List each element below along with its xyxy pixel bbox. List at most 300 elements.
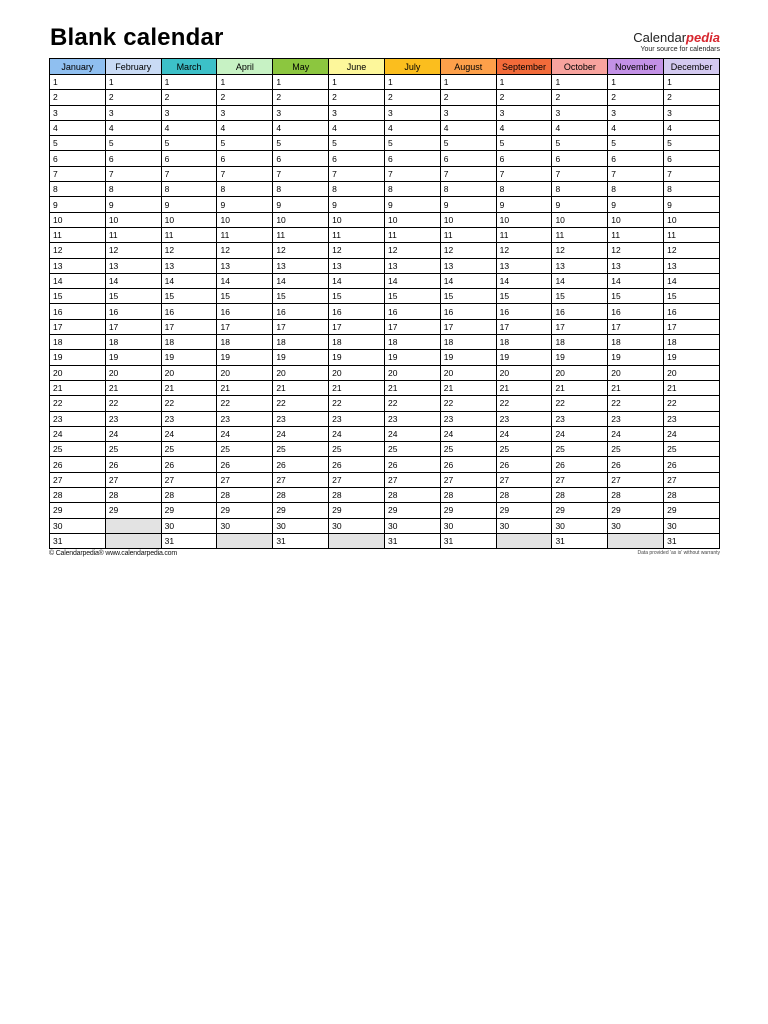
calendar-body bbox=[50, 75, 720, 549]
day-cell: 20 bbox=[217, 365, 273, 380]
month-header-september: September bbox=[496, 59, 552, 75]
day-cell: 13 bbox=[329, 258, 385, 273]
day-cell: 26 bbox=[384, 457, 440, 472]
table-row bbox=[50, 197, 720, 212]
table-row bbox=[50, 304, 720, 319]
day-cell: 28 bbox=[440, 488, 496, 503]
day-cell: 24 bbox=[273, 426, 329, 441]
day-cell: 31 bbox=[552, 533, 608, 548]
table-row bbox=[50, 380, 720, 395]
table-row bbox=[50, 350, 720, 365]
page-title: Blank calendar bbox=[50, 24, 224, 51]
day-cell: 6 bbox=[217, 151, 273, 166]
day-cell: 30 bbox=[217, 518, 273, 533]
day-cell: 29 bbox=[217, 503, 273, 518]
day-cell: 22 bbox=[161, 396, 217, 411]
day-cell: 24 bbox=[50, 426, 106, 441]
table-row bbox=[50, 182, 720, 197]
day-cell: 3 bbox=[329, 105, 385, 120]
day-cell: 16 bbox=[217, 304, 273, 319]
day-cell: 7 bbox=[50, 166, 106, 181]
day-cell: 30 bbox=[664, 518, 720, 533]
day-cell: 15 bbox=[664, 289, 720, 304]
day-cell: 5 bbox=[161, 136, 217, 151]
day-cell: 3 bbox=[161, 105, 217, 120]
day-cell: 19 bbox=[552, 350, 608, 365]
day-cell: 4 bbox=[161, 120, 217, 135]
month-header-october: October bbox=[552, 59, 608, 75]
day-cell: 9 bbox=[273, 197, 329, 212]
day-cell: 29 bbox=[608, 503, 664, 518]
table-row bbox=[50, 289, 720, 304]
day-cell: 23 bbox=[552, 411, 608, 426]
day-cell: 20 bbox=[50, 365, 106, 380]
day-cell: 5 bbox=[217, 136, 273, 151]
day-cell: 12 bbox=[161, 243, 217, 258]
day-cell: 3 bbox=[440, 105, 496, 120]
day-cell: 3 bbox=[664, 105, 720, 120]
day-cell: 25 bbox=[664, 442, 720, 457]
day-cell: 13 bbox=[161, 258, 217, 273]
day-cell: 16 bbox=[161, 304, 217, 319]
day-cell: 10 bbox=[273, 212, 329, 227]
day-cell: 27 bbox=[161, 472, 217, 487]
day-cell: 7 bbox=[664, 166, 720, 181]
day-cell: 24 bbox=[161, 426, 217, 441]
day-cell: 16 bbox=[664, 304, 720, 319]
day-cell: 11 bbox=[50, 227, 106, 242]
day-cell: 21 bbox=[664, 380, 720, 395]
day-cell: 18 bbox=[440, 335, 496, 350]
day-cell: 7 bbox=[608, 166, 664, 181]
day-cell: 8 bbox=[161, 182, 217, 197]
day-cell: 5 bbox=[440, 136, 496, 151]
day-cell: 13 bbox=[384, 258, 440, 273]
day-cell: 2 bbox=[273, 90, 329, 105]
day-cell: 23 bbox=[664, 411, 720, 426]
day-cell: 22 bbox=[50, 396, 106, 411]
day-cell: 7 bbox=[105, 166, 161, 181]
day-cell: 2 bbox=[664, 90, 720, 105]
day-cell: 10 bbox=[552, 212, 608, 227]
day-cell: 27 bbox=[440, 472, 496, 487]
day-cell: 2 bbox=[552, 90, 608, 105]
day-cell: 16 bbox=[440, 304, 496, 319]
day-cell: 23 bbox=[496, 411, 552, 426]
day-cell: 7 bbox=[384, 166, 440, 181]
day-cell: 6 bbox=[273, 151, 329, 166]
day-cell: 22 bbox=[664, 396, 720, 411]
day-cell: 20 bbox=[273, 365, 329, 380]
day-cell: 13 bbox=[217, 258, 273, 273]
brand-name bbox=[633, 31, 720, 45]
day-cell: 11 bbox=[496, 227, 552, 242]
day-cell: 14 bbox=[161, 273, 217, 288]
day-cell: 30 bbox=[273, 518, 329, 533]
day-cell: 28 bbox=[552, 488, 608, 503]
day-cell: 26 bbox=[50, 457, 106, 472]
day-cell: 11 bbox=[384, 227, 440, 242]
day-cell: 1 bbox=[664, 75, 720, 90]
day-cell: 13 bbox=[105, 258, 161, 273]
day-cell: 17 bbox=[329, 319, 385, 334]
day-cell: 17 bbox=[552, 319, 608, 334]
day-cell: 8 bbox=[329, 182, 385, 197]
day-cell: 3 bbox=[552, 105, 608, 120]
day-cell: 26 bbox=[217, 457, 273, 472]
day-cell: 9 bbox=[552, 197, 608, 212]
day-cell: 24 bbox=[440, 426, 496, 441]
day-cell: 7 bbox=[217, 166, 273, 181]
day-cell: 13 bbox=[273, 258, 329, 273]
day-cell: 19 bbox=[329, 350, 385, 365]
day-cell: 19 bbox=[608, 350, 664, 365]
day-cell: 18 bbox=[384, 335, 440, 350]
day-cell: 1 bbox=[273, 75, 329, 90]
day-cell: 12 bbox=[440, 243, 496, 258]
day-cell: 6 bbox=[329, 151, 385, 166]
month-header-november: November bbox=[608, 59, 664, 75]
day-cell: 14 bbox=[608, 273, 664, 288]
day-cell: 20 bbox=[608, 365, 664, 380]
day-cell: 15 bbox=[329, 289, 385, 304]
day-cell: 31 bbox=[440, 533, 496, 548]
day-cell: 25 bbox=[384, 442, 440, 457]
day-cell: 21 bbox=[329, 380, 385, 395]
day-cell: 10 bbox=[217, 212, 273, 227]
brand-tagline: Your source for calendars bbox=[640, 46, 720, 53]
table-row bbox=[50, 518, 720, 533]
day-cell: 15 bbox=[273, 289, 329, 304]
day-cell: 18 bbox=[664, 335, 720, 350]
day-cell: 16 bbox=[552, 304, 608, 319]
empty-day-cell bbox=[608, 533, 664, 548]
day-cell: 17 bbox=[273, 319, 329, 334]
day-cell: 5 bbox=[105, 136, 161, 151]
day-cell: 12 bbox=[217, 243, 273, 258]
day-cell: 29 bbox=[384, 503, 440, 518]
day-cell: 18 bbox=[552, 335, 608, 350]
day-cell: 27 bbox=[50, 472, 106, 487]
day-cell: 8 bbox=[440, 182, 496, 197]
day-cell: 8 bbox=[50, 182, 106, 197]
day-cell: 31 bbox=[50, 533, 106, 548]
day-cell: 19 bbox=[664, 350, 720, 365]
day-cell: 5 bbox=[496, 136, 552, 151]
day-cell: 21 bbox=[217, 380, 273, 395]
day-cell: 14 bbox=[329, 273, 385, 288]
day-cell: 14 bbox=[384, 273, 440, 288]
day-cell: 4 bbox=[50, 120, 106, 135]
day-cell: 8 bbox=[384, 182, 440, 197]
day-cell: 2 bbox=[50, 90, 106, 105]
day-cell: 21 bbox=[496, 380, 552, 395]
day-cell: 4 bbox=[217, 120, 273, 135]
day-cell: 11 bbox=[329, 227, 385, 242]
day-cell: 11 bbox=[664, 227, 720, 242]
day-cell: 29 bbox=[50, 503, 106, 518]
month-header-august: August bbox=[440, 59, 496, 75]
day-cell: 12 bbox=[384, 243, 440, 258]
day-cell: 6 bbox=[608, 151, 664, 166]
day-cell: 17 bbox=[608, 319, 664, 334]
day-cell: 25 bbox=[105, 442, 161, 457]
day-cell: 27 bbox=[273, 472, 329, 487]
month-header-december: December bbox=[664, 59, 720, 75]
table-row bbox=[50, 426, 720, 441]
day-cell: 27 bbox=[384, 472, 440, 487]
table-row bbox=[50, 457, 720, 472]
day-cell: 28 bbox=[608, 488, 664, 503]
day-cell: 24 bbox=[384, 426, 440, 441]
day-cell: 23 bbox=[217, 411, 273, 426]
day-cell: 6 bbox=[552, 151, 608, 166]
day-cell: 15 bbox=[496, 289, 552, 304]
empty-day-cell bbox=[329, 533, 385, 548]
day-cell: 3 bbox=[217, 105, 273, 120]
day-cell: 16 bbox=[496, 304, 552, 319]
month-header-april: April bbox=[217, 59, 273, 75]
table-row bbox=[50, 273, 720, 288]
day-cell: 11 bbox=[608, 227, 664, 242]
table-row bbox=[50, 120, 720, 135]
month-header-january: January bbox=[50, 59, 106, 75]
day-cell: 25 bbox=[496, 442, 552, 457]
day-cell: 5 bbox=[273, 136, 329, 151]
day-cell: 20 bbox=[552, 365, 608, 380]
day-cell: 8 bbox=[217, 182, 273, 197]
month-header-july: July bbox=[384, 59, 440, 75]
day-cell: 25 bbox=[608, 442, 664, 457]
day-cell: 11 bbox=[161, 227, 217, 242]
day-cell: 31 bbox=[384, 533, 440, 548]
day-cell: 6 bbox=[161, 151, 217, 166]
day-cell: 24 bbox=[664, 426, 720, 441]
day-cell: 21 bbox=[161, 380, 217, 395]
day-cell: 28 bbox=[105, 488, 161, 503]
day-cell: 15 bbox=[440, 289, 496, 304]
day-cell: 14 bbox=[552, 273, 608, 288]
day-cell: 24 bbox=[552, 426, 608, 441]
table-row bbox=[50, 227, 720, 242]
day-cell: 29 bbox=[440, 503, 496, 518]
day-cell: 30 bbox=[496, 518, 552, 533]
day-cell: 25 bbox=[217, 442, 273, 457]
day-cell: 12 bbox=[552, 243, 608, 258]
day-cell: 23 bbox=[608, 411, 664, 426]
day-cell: 14 bbox=[217, 273, 273, 288]
day-cell: 20 bbox=[161, 365, 217, 380]
day-cell: 21 bbox=[273, 380, 329, 395]
day-cell: 1 bbox=[496, 75, 552, 90]
day-cell: 1 bbox=[217, 75, 273, 90]
day-cell: 1 bbox=[105, 75, 161, 90]
day-cell: 27 bbox=[552, 472, 608, 487]
day-cell: 9 bbox=[440, 197, 496, 212]
day-cell: 17 bbox=[440, 319, 496, 334]
day-cell: 7 bbox=[329, 166, 385, 181]
day-cell: 8 bbox=[552, 182, 608, 197]
day-cell: 3 bbox=[496, 105, 552, 120]
day-cell: 26 bbox=[496, 457, 552, 472]
day-cell: 22 bbox=[273, 396, 329, 411]
day-cell: 1 bbox=[329, 75, 385, 90]
day-cell: 17 bbox=[105, 319, 161, 334]
day-cell: 30 bbox=[440, 518, 496, 533]
day-cell: 18 bbox=[161, 335, 217, 350]
day-cell: 27 bbox=[217, 472, 273, 487]
day-cell: 7 bbox=[273, 166, 329, 181]
day-cell: 9 bbox=[329, 197, 385, 212]
day-cell: 2 bbox=[440, 90, 496, 105]
day-cell: 29 bbox=[161, 503, 217, 518]
day-cell: 19 bbox=[217, 350, 273, 365]
day-cell: 11 bbox=[217, 227, 273, 242]
day-cell: 28 bbox=[273, 488, 329, 503]
brand-name-part1: Calendar bbox=[633, 30, 687, 45]
day-cell: 22 bbox=[105, 396, 161, 411]
day-cell: 15 bbox=[161, 289, 217, 304]
day-cell: 10 bbox=[329, 212, 385, 227]
day-cell: 3 bbox=[273, 105, 329, 120]
day-cell: 20 bbox=[664, 365, 720, 380]
day-cell: 26 bbox=[608, 457, 664, 472]
day-cell: 10 bbox=[50, 212, 106, 227]
day-cell: 29 bbox=[664, 503, 720, 518]
day-cell: 30 bbox=[50, 518, 106, 533]
day-cell: 25 bbox=[440, 442, 496, 457]
day-cell: 19 bbox=[161, 350, 217, 365]
day-cell: 30 bbox=[552, 518, 608, 533]
day-cell: 5 bbox=[329, 136, 385, 151]
day-cell: 18 bbox=[329, 335, 385, 350]
day-cell: 23 bbox=[329, 411, 385, 426]
day-cell: 22 bbox=[496, 396, 552, 411]
day-cell: 14 bbox=[440, 273, 496, 288]
day-cell: 10 bbox=[440, 212, 496, 227]
day-cell: 14 bbox=[664, 273, 720, 288]
table-row bbox=[50, 411, 720, 426]
footer-copyright: © Calendarpedia® www.calendarpedia.com bbox=[49, 550, 178, 557]
day-cell: 27 bbox=[105, 472, 161, 487]
day-cell: 10 bbox=[161, 212, 217, 227]
day-cell: 19 bbox=[105, 350, 161, 365]
day-cell: 9 bbox=[217, 197, 273, 212]
day-cell: 21 bbox=[50, 380, 106, 395]
brand-name-part2: pedia bbox=[686, 30, 720, 45]
day-cell: 13 bbox=[608, 258, 664, 273]
brand-logo bbox=[633, 31, 720, 54]
day-cell: 10 bbox=[105, 212, 161, 227]
table-row bbox=[50, 533, 720, 548]
day-cell: 6 bbox=[384, 151, 440, 166]
day-cell: 4 bbox=[552, 120, 608, 135]
day-cell: 21 bbox=[608, 380, 664, 395]
day-cell: 3 bbox=[105, 105, 161, 120]
day-cell: 29 bbox=[552, 503, 608, 518]
month-header-february: February bbox=[105, 59, 161, 75]
day-cell: 15 bbox=[50, 289, 106, 304]
day-cell: 15 bbox=[552, 289, 608, 304]
day-cell: 4 bbox=[608, 120, 664, 135]
day-cell: 10 bbox=[664, 212, 720, 227]
day-cell: 23 bbox=[161, 411, 217, 426]
day-cell: 13 bbox=[552, 258, 608, 273]
day-cell: 28 bbox=[161, 488, 217, 503]
day-cell: 12 bbox=[105, 243, 161, 258]
day-cell: 9 bbox=[608, 197, 664, 212]
day-cell: 10 bbox=[496, 212, 552, 227]
day-cell: 17 bbox=[50, 319, 106, 334]
table-row bbox=[50, 472, 720, 487]
day-cell: 23 bbox=[50, 411, 106, 426]
day-cell: 26 bbox=[161, 457, 217, 472]
day-cell: 19 bbox=[273, 350, 329, 365]
day-cell: 20 bbox=[329, 365, 385, 380]
day-cell: 29 bbox=[329, 503, 385, 518]
month-header-march: March bbox=[161, 59, 217, 75]
calendar-table bbox=[49, 58, 720, 549]
day-cell: 24 bbox=[608, 426, 664, 441]
day-cell: 30 bbox=[608, 518, 664, 533]
day-cell: 18 bbox=[105, 335, 161, 350]
day-cell: 22 bbox=[608, 396, 664, 411]
day-cell: 8 bbox=[608, 182, 664, 197]
day-cell: 25 bbox=[50, 442, 106, 457]
table-row bbox=[50, 166, 720, 181]
empty-day-cell bbox=[217, 533, 273, 548]
table-row bbox=[50, 258, 720, 273]
day-cell: 27 bbox=[608, 472, 664, 487]
day-cell: 15 bbox=[608, 289, 664, 304]
day-cell: 6 bbox=[105, 151, 161, 166]
day-cell: 11 bbox=[552, 227, 608, 242]
day-cell: 13 bbox=[50, 258, 106, 273]
day-cell: 19 bbox=[440, 350, 496, 365]
table-row bbox=[50, 503, 720, 518]
day-cell: 19 bbox=[496, 350, 552, 365]
day-cell: 2 bbox=[161, 90, 217, 105]
day-cell: 24 bbox=[496, 426, 552, 441]
table-row bbox=[50, 212, 720, 227]
day-cell: 10 bbox=[608, 212, 664, 227]
day-cell: 16 bbox=[105, 304, 161, 319]
day-cell: 1 bbox=[161, 75, 217, 90]
day-cell: 11 bbox=[273, 227, 329, 242]
day-cell: 2 bbox=[608, 90, 664, 105]
day-cell: 16 bbox=[608, 304, 664, 319]
day-cell: 9 bbox=[664, 197, 720, 212]
day-cell: 24 bbox=[105, 426, 161, 441]
day-cell: 5 bbox=[384, 136, 440, 151]
day-cell: 26 bbox=[664, 457, 720, 472]
day-cell: 4 bbox=[273, 120, 329, 135]
day-cell: 12 bbox=[273, 243, 329, 258]
day-cell: 2 bbox=[329, 90, 385, 105]
day-cell: 9 bbox=[161, 197, 217, 212]
day-cell: 23 bbox=[384, 411, 440, 426]
day-cell: 12 bbox=[50, 243, 106, 258]
day-cell: 8 bbox=[496, 182, 552, 197]
day-cell: 20 bbox=[440, 365, 496, 380]
day-cell: 16 bbox=[329, 304, 385, 319]
day-cell: 3 bbox=[384, 105, 440, 120]
month-header-june: June bbox=[329, 59, 385, 75]
day-cell: 5 bbox=[608, 136, 664, 151]
day-cell: 26 bbox=[552, 457, 608, 472]
day-cell: 2 bbox=[217, 90, 273, 105]
table-row bbox=[50, 365, 720, 380]
